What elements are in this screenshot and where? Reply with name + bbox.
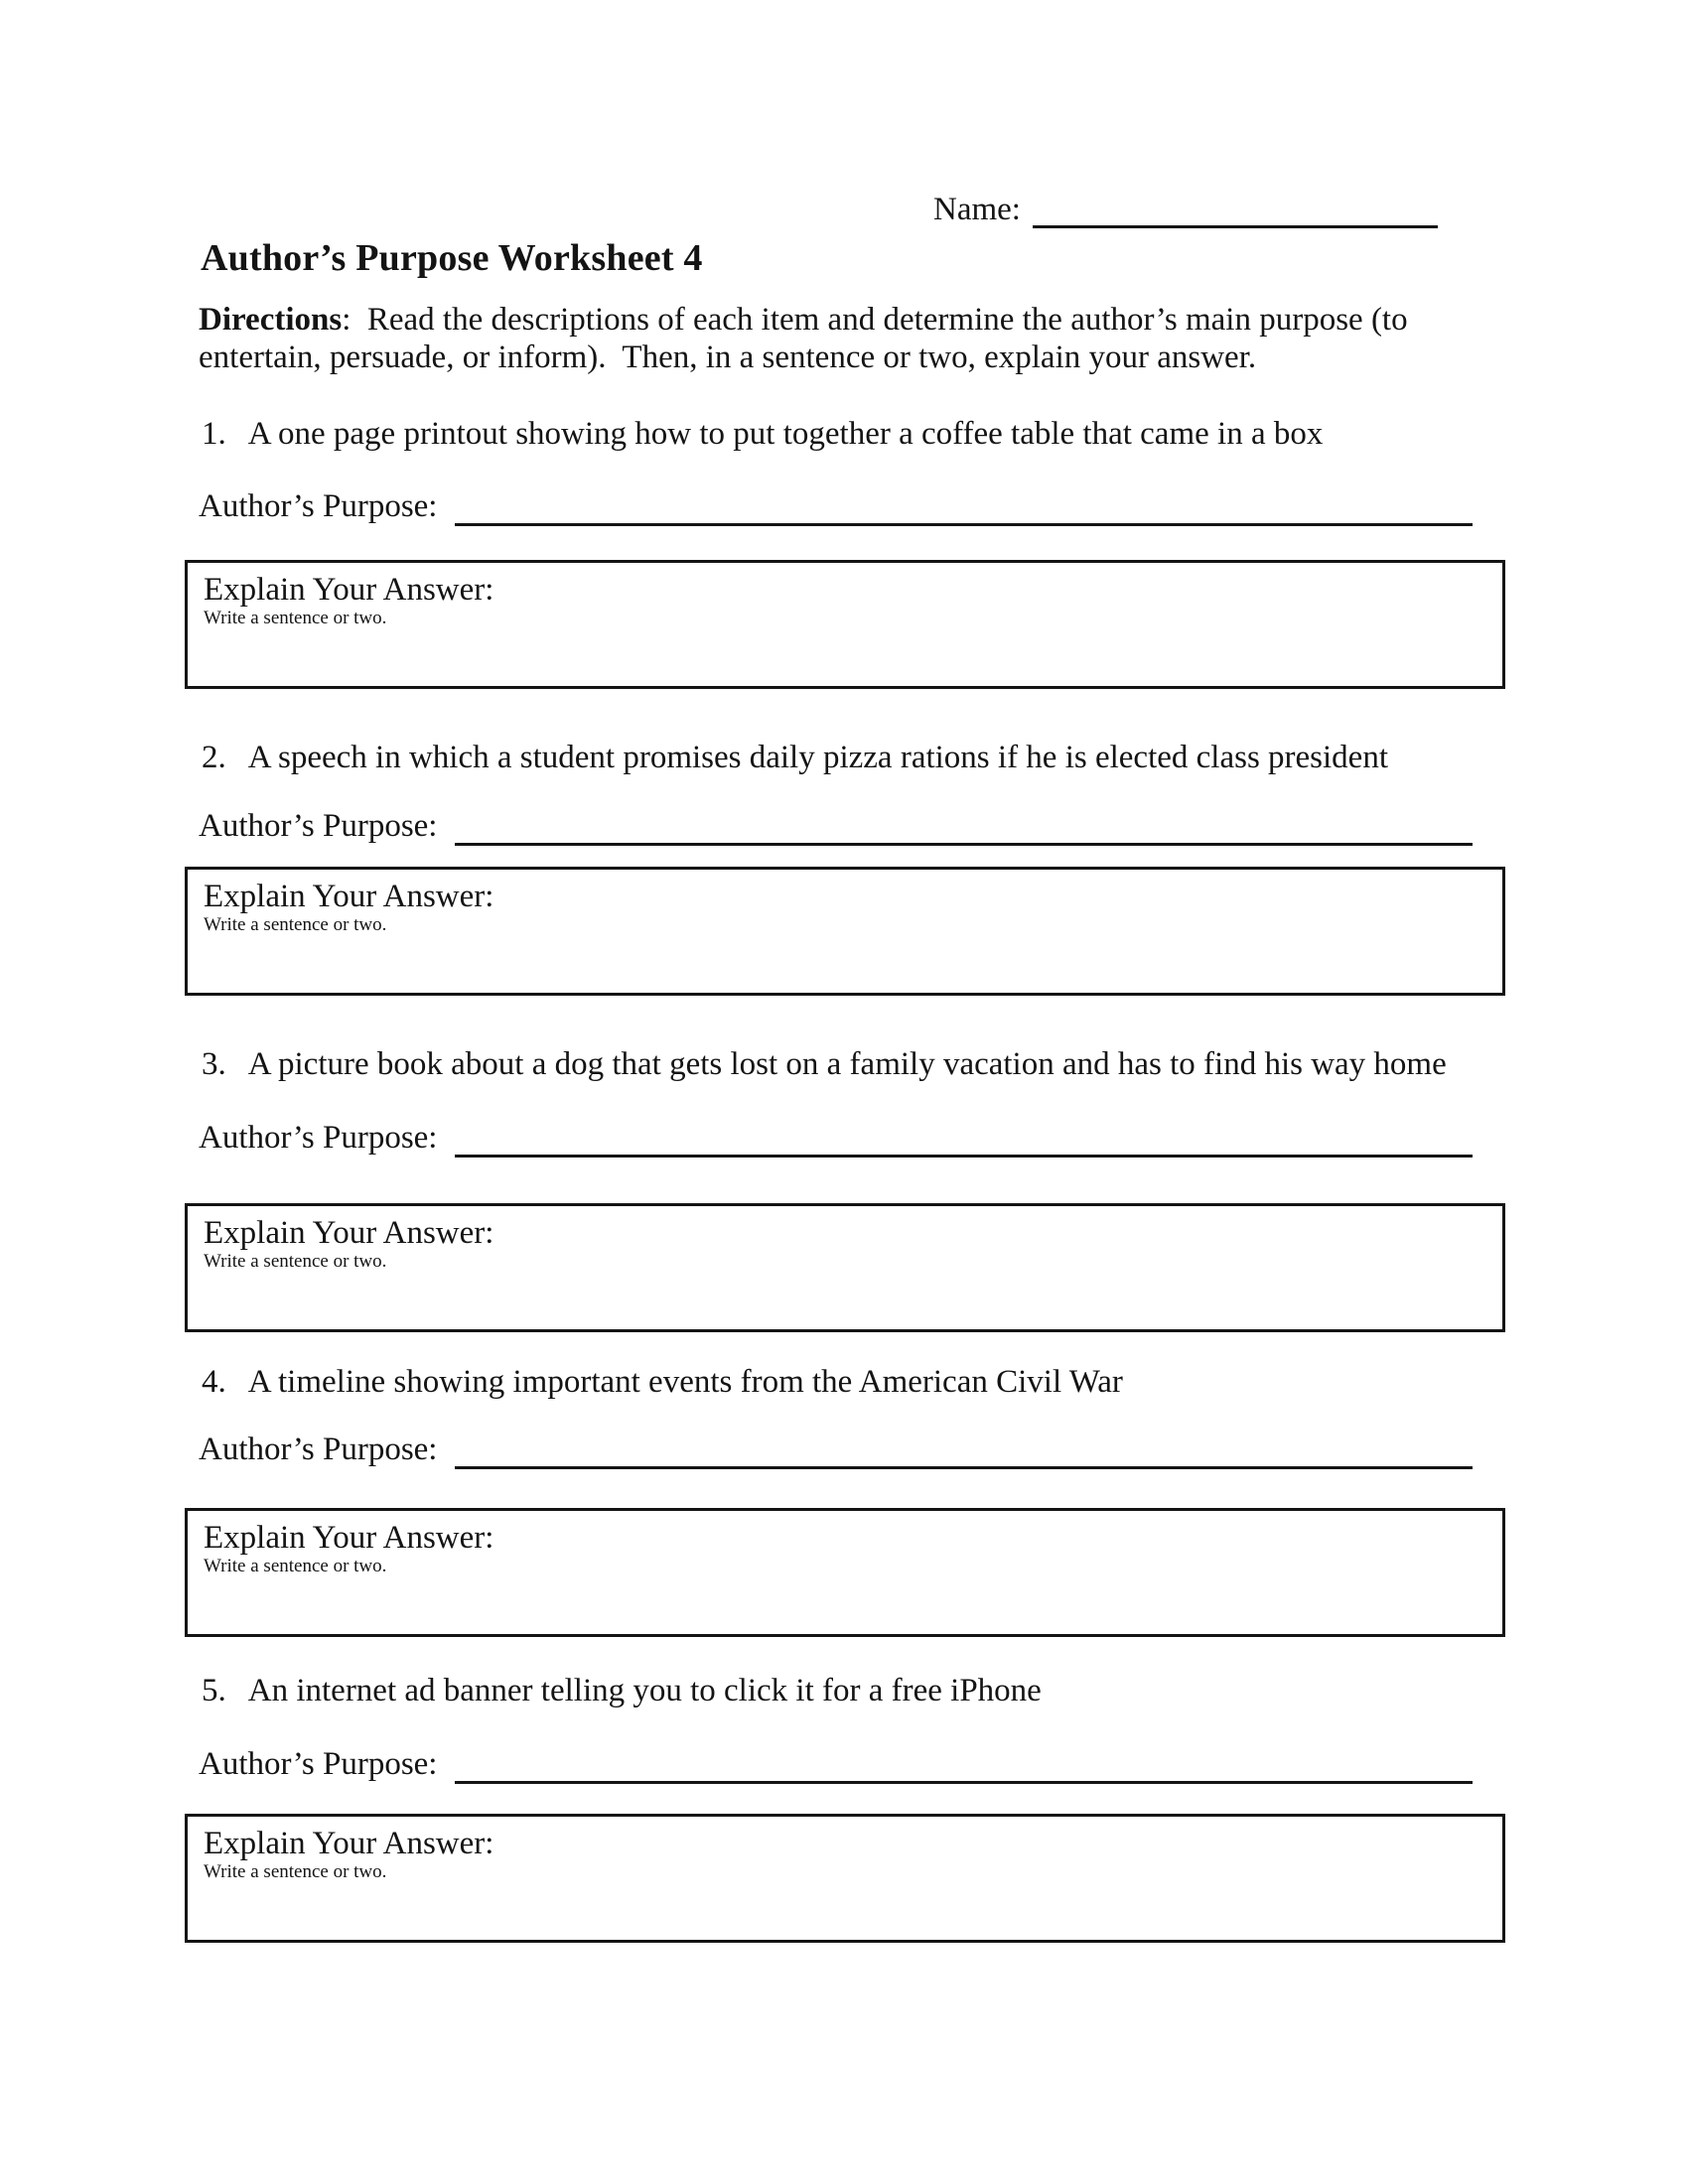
directions-paragraph <box>199 301 1507 376</box>
item-4-number: 4. <box>202 1364 226 1400</box>
item-5-text: An internet ad banner telling you to click it for a free iPhone <box>247 1673 1042 1708</box>
item-3-prompt <box>202 1045 1512 1083</box>
item-1-prompt <box>202 415 1512 453</box>
item-2-text: A speech in which a student promises daily pizza rations if he is elected class president <box>247 740 1388 775</box>
item-3-text: A picture book about a dog that gets lost on a family vacation and has to find his way home <box>247 1046 1447 1082</box>
item-5-answer-box[interactable] <box>185 1814 1505 1943</box>
item-1-number: 1. <box>202 416 226 452</box>
item-4-explain-hint: Write a sentence or two. <box>204 1556 387 1576</box>
item-4-prompt <box>202 1363 1512 1401</box>
item-1-purpose-label: Author’s Purpose: <box>199 488 438 524</box>
directions-text: : Read the descriptions of each item and determine the author’s main purpose (to entertain, persuade, or inform). Then, in a sentence or two, explain your answer. <box>199 302 1416 375</box>
item-4-explain-label: Explain Your Answer: <box>204 1520 494 1556</box>
item-2-purpose-row <box>199 806 1473 846</box>
item-1-answer-box[interactable] <box>185 560 1505 689</box>
item-3-explain-label: Explain Your Answer: <box>204 1215 494 1251</box>
item-1-explain-hint: Write a sentence or two. <box>204 608 387 628</box>
name-label: Name: <box>933 192 1021 227</box>
item-2-purpose-blank[interactable] <box>455 807 1473 846</box>
item-5-explain-hint: Write a sentence or two. <box>204 1861 387 1882</box>
item-2-answer-box[interactable] <box>185 867 1505 996</box>
item-4-answer-box[interactable] <box>185 1508 1505 1637</box>
item-4-purpose-label: Author’s Purpose: <box>199 1432 438 1467</box>
item-1-purpose-row <box>199 486 1473 526</box>
item-3-purpose-row <box>199 1118 1473 1158</box>
name-field-row <box>933 191 1438 228</box>
item-5-prompt <box>202 1672 1512 1709</box>
item-1-explain-label: Explain Your Answer: <box>204 572 494 608</box>
item-4-text: A timeline showing important events from the American Civil War <box>247 1364 1123 1400</box>
item-1-text: A one page printout showing how to put together a coffee table that came in a box <box>247 416 1324 452</box>
directions-label: Directions <box>199 302 343 338</box>
item-3-number: 3. <box>202 1046 226 1082</box>
item-5-purpose-row <box>199 1744 1473 1784</box>
item-2-prompt <box>202 739 1512 776</box>
item-1-purpose-blank[interactable] <box>455 487 1473 526</box>
item-4-purpose-blank[interactable] <box>455 1431 1473 1469</box>
item-2-number: 2. <box>202 740 226 775</box>
item-3-answer-box[interactable] <box>185 1203 1505 1332</box>
item-2-explain-hint: Write a sentence or two. <box>204 914 387 935</box>
item-4-purpose-row <box>199 1430 1473 1469</box>
item-3-purpose-blank[interactable] <box>455 1119 1473 1158</box>
item-5-number: 5. <box>202 1673 226 1708</box>
item-2-purpose-label: Author’s Purpose: <box>199 808 438 844</box>
item-3-purpose-label: Author’s Purpose: <box>199 1120 438 1156</box>
item-5-purpose-blank[interactable] <box>455 1745 1473 1784</box>
page-title: Author’s Purpose Worksheet 4 <box>201 237 703 279</box>
item-3-explain-hint: Write a sentence or two. <box>204 1251 387 1272</box>
item-2-explain-label: Explain Your Answer: <box>204 879 494 914</box>
name-blank-line[interactable] <box>1033 192 1438 228</box>
item-5-explain-label: Explain Your Answer: <box>204 1826 494 1861</box>
item-5-purpose-label: Author’s Purpose: <box>199 1746 438 1782</box>
